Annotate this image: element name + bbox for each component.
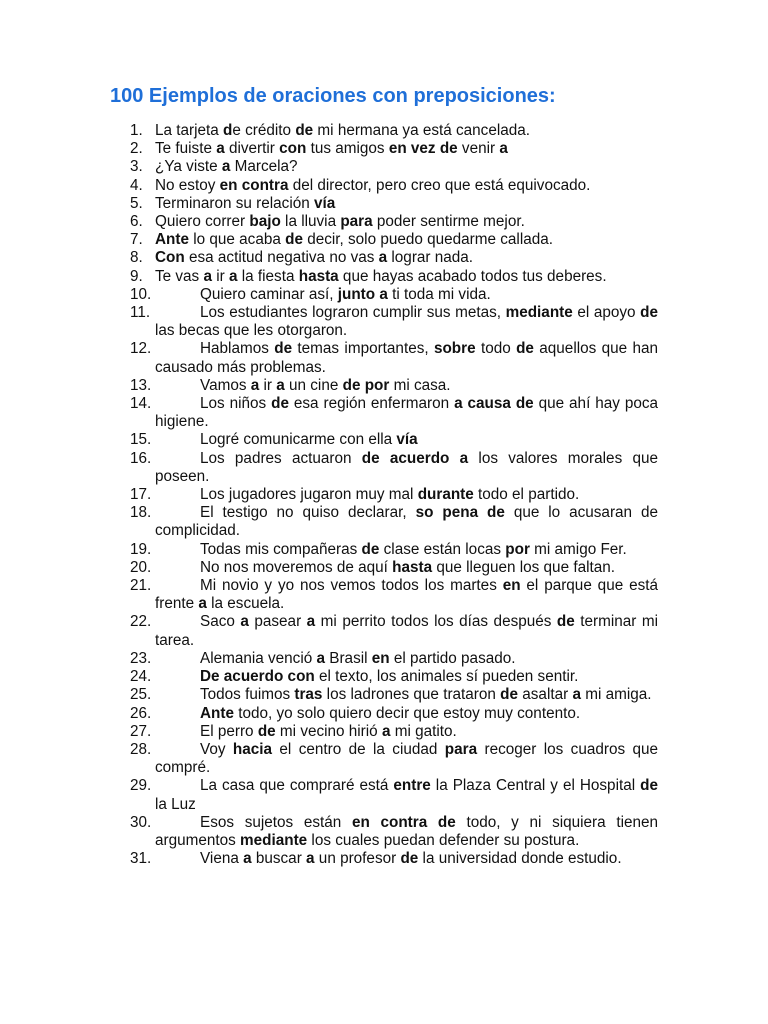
list-item [130,431,658,449]
item-number: 24. [130,668,152,686]
sentence-fragment: e crédito [232,122,296,139]
preposition-highlight: tras [294,686,323,704]
item-number: 19. [130,540,152,558]
preposition-highlight: de [640,304,658,322]
list-item [130,850,658,868]
item-text [130,122,658,140]
preposition-highlight: a [276,376,285,394]
item-text [130,340,658,376]
item-text [130,686,658,704]
item-number: 16. [130,449,152,467]
sentence-fragment: Hablamos [200,340,275,358]
item-number: 10. [130,285,152,303]
sentence-fragment: decir, solo puedo quedarme callada. [302,231,553,249]
item-number: 30. [130,813,152,831]
sentence-fragment: del director, pero creo que está equivocado. [288,176,591,194]
item-text [130,395,658,431]
sentence-fragment: Esos sujetos están [200,813,352,831]
sentence-fragment: ¿Ya viste [155,158,222,176]
preposition-highlight: en vez de [388,140,458,158]
sentence-fragment: un profesor [314,850,401,868]
preposition-highlight: a [306,850,315,868]
list-item [130,577,658,613]
preposition-highlight: por [505,540,530,558]
sentence-fragment: asaltar [518,686,573,704]
sentence-fragment: Logré comunicarme con ella [200,431,397,449]
item-text [130,231,658,249]
sentence-fragment: terminar mi tarea. [155,613,658,649]
item-number: 8. [130,249,143,267]
sentence-fragment: los cuales puedan defender su postura. [307,831,580,849]
sentence-fragment: Quiero correr [155,213,250,231]
list-item [130,122,658,140]
sentence-fragment: la universidad donde estudio. [418,850,622,868]
sentence-fragment: Los padres actuaron [200,449,362,467]
preposition-highlight: a [198,595,207,613]
sentence-fragment: mi amigo Fer. [529,540,627,558]
sentence-fragment: mi casa. [389,376,451,394]
preposition-highlight: en contra de [351,813,456,831]
sentence-fragment: el partido pasado. [389,649,516,667]
preposition-highlight: en [502,577,521,595]
preposition-highlight: mediante [505,304,573,322]
preposition-highlight: d [223,122,233,139]
preposition-highlight: vía [314,194,336,212]
sentence-fragment: el parque que está frente [155,577,658,613]
sentence-fragment: divertir [224,140,280,158]
sentence-fragment: todo, y ni siquiera tienen argumentos [155,813,659,849]
item-number: 15. [130,431,152,449]
sentence-fragment: Vamos [200,376,251,394]
sentence-fragment: todo, yo solo quiero decir que estoy muy contento. [234,704,581,722]
sentence-fragment: la Plaza Central y el Hospital [430,777,641,795]
item-number: 18. [130,504,152,522]
item-number: 1. [130,122,143,139]
sentence-fragment: Todos fuimos [200,686,295,704]
item-number: 3. [130,158,143,176]
item-text [130,814,658,850]
sentence-fragment: Viena [200,850,244,868]
preposition-highlight: mediante [240,831,308,849]
sentence-fragment: Voy [200,740,233,758]
sentence-fragment: No estoy [155,176,220,194]
item-number: 31. [130,850,152,868]
preposition-highlight: sobre [433,340,476,358]
list-item [130,486,658,504]
preposition-highlight: de [361,540,380,558]
preposition-highlight: de [400,850,419,868]
sentence-fragment: ir [259,376,277,394]
sentence-fragment: Todas mis compañeras [200,540,362,558]
preposition-highlight: en contra [219,176,289,194]
list-item [130,377,658,395]
list-item [130,504,658,540]
preposition-highlight: a [228,267,238,285]
sentence-fragment: que hayas acabado todos tus deberes. [338,267,607,285]
preposition-highlight: vía [396,431,418,449]
item-text [130,249,658,267]
sentence-fragment: el centro de la ciudad [272,740,445,758]
list-item [130,705,658,723]
sentence-fragment: las becas que les otorgaron. [155,322,348,340]
list-item [130,814,658,850]
preposition-highlight: de [516,340,534,358]
preposition-highlight: a [378,249,388,267]
sentence-fragment: la lluvia [280,213,341,231]
sentence-fragment: el texto, los animales sí pueden sentir. [314,668,579,686]
preposition-highlight: a [250,376,260,394]
list-item [130,668,658,686]
preposition-highlight: para [340,213,373,231]
preposition-highlight: a [240,613,249,631]
sentence-fragment: que lo acusaran de complicidad. [155,504,658,540]
item-number: 14. [130,395,152,413]
preposition-highlight: hasta [298,267,339,285]
preposition-highlight: a [316,649,326,667]
sentence-fragment: la Luz [155,795,196,813]
item-number: 26. [130,704,152,722]
item-text [130,741,658,777]
preposition-highlight: de [556,613,575,631]
item-number: 12. [130,340,152,358]
list-item [130,650,658,668]
sentence-fragment: mi perrito todos los días después [315,613,557,631]
list-item [130,741,658,777]
item-text [130,577,658,613]
sentence-fragment: Terminaron su relación [155,194,314,212]
preposition-highlight: de [257,722,276,740]
item-text [130,613,658,649]
item-text [130,268,658,286]
preposition-highlight: de [285,231,303,249]
item-text [130,431,658,449]
item-number: 17. [130,486,152,504]
item-number: 27. [130,722,152,740]
sentence-fragment: todo [475,340,517,358]
item-number: 5. [130,194,143,212]
sentence-fragment: todo el partido. [473,486,580,504]
item-text [130,541,658,559]
preposition-highlight: Ante [155,231,189,249]
sentence-fragment: que ahí hay poca higiene. [155,395,659,431]
item-text [130,304,658,340]
item-number: 23. [130,649,152,667]
preposition-highlight: a [203,267,212,285]
sentence-fragment: un cine [284,376,343,394]
preposition-highlight: hacia [232,740,273,758]
item-number: 20. [130,558,152,576]
item-text [130,195,658,213]
sentence-fragment: esa región enfermaron [288,395,455,413]
sentence-fragment: ti toda mi vida. [387,285,491,303]
preposition-highlight: de [274,340,293,358]
sentence-fragment: No nos moveremos de aquí [200,558,393,576]
preposition-highlight: de por [342,376,390,394]
list-item [130,541,658,559]
preposition-highlight: so pena de [415,504,505,522]
list-item [130,195,658,213]
sentence-fragment: los valores morales que poseen. [155,449,658,485]
item-number: 25. [130,686,152,704]
preposition-highlight: Con [155,249,185,267]
list-item [130,559,658,577]
sentence-fragment: Alemania venció [200,649,317,667]
item-number: 21. [130,577,152,595]
item-number: 28. [130,740,152,758]
sentence-fragment: lograr nada. [387,249,474,267]
list-item [130,686,658,704]
sentence-fragment: poder sentirme mejor. [372,213,525,231]
preposition-highlight: a causa de [454,395,534,413]
list-item [130,286,658,304]
list-item [130,340,658,376]
preposition-highlight: hasta [392,558,433,576]
list-item [130,213,658,231]
list-item [130,268,658,286]
sentence-fragment: Brasil [325,649,372,667]
preposition-highlight: de [640,777,658,795]
sentence-fragment: Los estudiantes lograron cumplir sus metas, [200,304,506,322]
item-text [130,213,658,231]
item-text [130,377,658,395]
item-text [130,650,658,668]
item-number: 11. [130,304,151,322]
sentence-fragment: aquellos que han causado más problemas. [155,340,659,376]
sentence-fragment: el apoyo [572,304,641,322]
item-number: 4. [130,176,143,194]
list-item [130,395,658,431]
item-text [130,140,658,158]
sentence-fragment: Saco [200,613,241,631]
sentence-fragment: mi vecino hirió [275,722,382,740]
sentence-fragment: mi hermana ya está cancelada. [313,122,530,139]
item-text [130,504,658,540]
sentence-fragment: Te vas [155,267,204,285]
preposition-highlight: de acuerdo a [361,449,469,467]
preposition-highlight: con [279,140,307,158]
sentence-fragment: mi amiga. [580,686,652,704]
sentence-fragment: Los jugadores jugaron muy mal [200,486,418,504]
preposition-highlight: a [499,140,508,158]
sentence-fragment: pasear [248,613,307,631]
preposition-highlight: de [271,395,289,413]
sentence-fragment: Marcela? [230,158,298,176]
item-text [130,559,658,577]
preposition-highlight: entre [393,777,431,795]
preposition-highlight: a [243,850,252,868]
item-number: 6. [130,213,143,231]
item-text [130,450,658,486]
item-number: 7. [130,231,143,249]
item-number: 22. [130,613,152,631]
sentence-fragment: clase están locas [379,540,506,558]
sentence-fragment: que lleguen los que faltan. [432,558,615,576]
sentence-fragment: buscar [251,850,307,868]
sentence-fragment: la escuela. [206,595,285,613]
list-item [130,304,658,340]
item-text [130,158,658,176]
document-title: 100 Ejemplos de oraciones con preposiciones: [110,85,556,107]
sentence-fragment: El testigo no quiso declarar, [200,504,416,522]
item-text [130,668,658,686]
sentence-fragment: recoger los cuadros que compré. [155,740,659,777]
sentence-fragment: Los niños [200,395,272,413]
list-item [130,723,658,741]
item-number: 13. [130,376,152,394]
preposition-highlight: en [371,649,390,667]
list-item [130,231,658,249]
list-item [130,249,658,267]
item-text [130,705,658,723]
sentence-fragment: venir [457,140,500,158]
item-number: 2. [130,140,143,158]
sentence-fragment: Te fuiste [155,140,217,158]
sentence-fragment: El perro [200,722,258,740]
item-text [130,850,658,868]
preposition-highlight: de [500,686,519,704]
sentence-fragment: temas importantes, [292,340,434,358]
item-text [130,723,658,741]
item-text [130,177,658,195]
list-item [130,613,658,649]
preposition-highlight: junto a [337,285,388,303]
sentence-fragment: Mi novio y yo nos vemos todos los martes [200,577,503,595]
preposition-highlight: para [444,740,478,758]
item-text [130,286,658,304]
sentence-list [130,122,658,868]
preposition-highlight: a [216,140,225,158]
list-item [130,450,658,486]
sentence-fragment: La tarjeta [155,122,224,139]
sentence-fragment: ir [211,267,229,285]
preposition-highlight: De acuerdo con [200,668,315,686]
sentence-fragment: La casa que compraré está [200,777,394,795]
sentence-fragment: esa actitud negativa no vas [184,249,379,267]
preposition-highlight: durante [417,486,474,504]
sentence-fragment: mi gatito. [390,722,457,740]
preposition-highlight: de [295,122,314,139]
preposition-highlight: a [221,158,231,176]
preposition-highlight: a [381,722,391,740]
item-number: 9. [130,267,143,285]
sentence-fragment: lo que acaba [189,231,286,249]
sentence-fragment: tus amigos [306,140,389,158]
preposition-highlight: Ante [200,704,234,722]
preposition-highlight: bajo [249,213,281,231]
list-item [130,158,658,176]
list-item [130,177,658,195]
sentence-fragment: la fiesta [237,267,299,285]
list-item [130,140,658,158]
list-item [130,777,658,813]
item-text [130,486,658,504]
sentence-fragment: Quiero caminar así, [200,285,338,303]
item-number: 29. [130,777,152,795]
item-text [130,777,658,813]
sentence-fragment: los ladrones que trataron [322,686,501,704]
preposition-highlight: a [306,613,316,631]
preposition-highlight: a [572,686,581,704]
